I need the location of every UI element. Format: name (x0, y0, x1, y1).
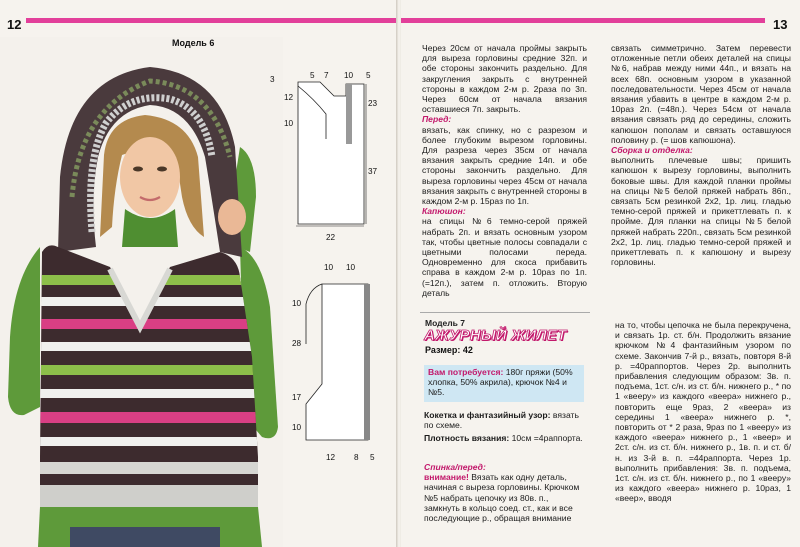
paragraph: связать симметрично. Затем перевести отложенные петли обеих деталей на спицы №6, набрав между ними 44п., и вязать на всех 68п. основным узором в указанной последовательности. Через 45см от начала вязания убавить в центре в каждом 2-м р. 10раз 2п. (=48п.). Через 54см от начала вязания связать ряд до середины, сложить капюшон пополам и связать оставшуюся половину р. (= шов капюшона). (611, 43, 791, 145)
dim-right: 23 (368, 99, 378, 108)
page-number-right: 13 (773, 17, 788, 32)
dim-left: 17 (292, 393, 302, 402)
hood-diagram (292, 263, 375, 462)
dim-left: 10 (284, 119, 294, 128)
left-page (0, 0, 398, 547)
density-heading: Плотность вязания: (424, 433, 510, 443)
density-value: 10см =4раппорта. (511, 433, 583, 443)
instructions-column-1 (422, 43, 587, 298)
materials-heading: Вам потребуется: (428, 367, 504, 377)
pattern-diagrams (262, 44, 394, 544)
model7-label: Модель 7 (425, 318, 465, 328)
dim-top: 10 (344, 71, 354, 80)
dim-top: 7 (324, 71, 329, 80)
instructions-column-2 (611, 43, 791, 267)
model-photo (0, 37, 283, 547)
paragraph: вязать, как спинку, но с разрезом и более глубоким вырезом горловины. Для разреза через 35см от начала вязания закрыть средние 14п. и обе стороны закончить раздельно. Для выреза горловины через 45см от начала вязания закрыть с внутренней стороны в каждом 2-м р. 15раз по 1п. (422, 124, 587, 207)
materials-text (428, 367, 584, 398)
page-header-bar (401, 18, 765, 23)
section-heading: Спинка/перед: (424, 462, 486, 472)
pattern-value: вязать по схеме. (424, 410, 579, 431)
dim-bottom: 8 (354, 453, 359, 462)
page-number-left: 12 (7, 17, 22, 32)
front-back-diagram (270, 71, 378, 242)
paragraph: на то, чтобы цепочка не была перекручена, и связать 1р. ст. б/н. Продолжить вязание крючком №4 фантазийным узором по схеме. Закончив 7-й р., вязать, повторя 8-й р. =40раппортов. Через 2р. выполнить прибавления следующим образом: 3в. п. подъема, 1ст. с/н. из ст. б/н. нижнего р., * по 1 «вееру» из каждого «веера» нижнего р., повторить еще 9раз, 2 «веера» из середины 1 «веера» нижнего р. *, повторить от * 2 раза, 9раз по 1 «вееру» из каждого «веера» нижнего р., 1 «веер» и 2ст. с/н. из ст. б/н. нижнего р., 1в. п. и ст. б/н. из 3-й в. п. =44раппорта. Через 1р. выполнить прибавления: 3в. п. подъема, 1ст. с/н. из ст. б/н. нижнего р., по 1 «вееру» из каждого «веера» нижнего р. 10раз, 1 «веер», вводя (615, 320, 791, 504)
dim-left: 10 (292, 423, 302, 432)
density-info (424, 433, 586, 443)
dim-left: 12 (284, 93, 294, 102)
page-header-bar (26, 18, 398, 23)
dim-top: 10 (346, 263, 356, 272)
attention-label: внимание! (424, 472, 469, 483)
pattern-info (424, 410, 586, 430)
dim-left: 10 (292, 299, 302, 308)
dim-top: 5 (366, 71, 371, 80)
dim-top: 10 (324, 263, 334, 272)
model7-size: Размер: 42 (425, 345, 473, 355)
section-heading: Сборка и отделка: (611, 145, 693, 156)
materials-value: 180г пряжи (50% хлопка, 50% акрила), крючок №4 и №5. (428, 367, 573, 398)
section-heading: Перед: (422, 114, 452, 125)
model7-column-2 (615, 320, 791, 504)
paragraph: Через 20см от начала проймы закрыть для выреза горловины средние 32п. и обе стороны закончить раздельно. Для закругления закрыть с внутренней стороны в каждом 2-м р. 2раза по 3п. Через 60см от начала вязания оставшиеся 7п. закрыть. (422, 43, 587, 115)
paragraph: Вязать как одну деталь, начиная с выреза горловины. Крючком №5 набрать цепочку из 80в. п., замкнуть в кольцо соед. ст., как и все последующие р., обращая внимание (424, 472, 580, 524)
back-front-section (424, 462, 586, 523)
dim-left: 3 (270, 75, 275, 84)
model-label: Модель 6 (172, 38, 215, 48)
model7-title: АЖУРНЫЙ ЖИЛЕТ (424, 327, 567, 344)
dim-right: 37 (368, 167, 378, 176)
dim-bottom: 22 (326, 233, 336, 242)
dim-bottom: 5 (370, 453, 375, 462)
paragraph: выполнить плечевые швы; пришить капюшон к вырезу горловины, выполнить боковые швы. Для каждой планки проймы на спицы №5 белой пряжей набрать 86п., связать 5см резинкой 2х2, 1р. лиц. гладью темно-серой пряжей и прикеттлевать п. к пройме. Для планки на спицы №5 белой пряжей набрать 220п., связать 5см резинкой 2х2, 1р. лиц. гладью темно-серой пряжей и прикеттлевать п. к капюшону и вырезу горловины. (611, 155, 791, 268)
dim-bottom: 12 (326, 453, 336, 462)
divider (420, 312, 590, 313)
section-heading: Капюшон: (422, 206, 466, 217)
paragraph: на спицы №6 темно-серой пряжей набрать 2п. и вязать основным узором так, чтобы цветные полосы совпадали с цветными полосами переда. Одновременно для скоса прибавить справа в каждом 2-м р. 10раз по 1п. (=12п.), затем п. отложить. Вторую деталь (422, 216, 587, 298)
pattern-heading: Кокетка и фантазийный узор: (424, 410, 551, 420)
dim-top: 5 (310, 71, 315, 80)
dim-left: 28 (292, 339, 302, 348)
